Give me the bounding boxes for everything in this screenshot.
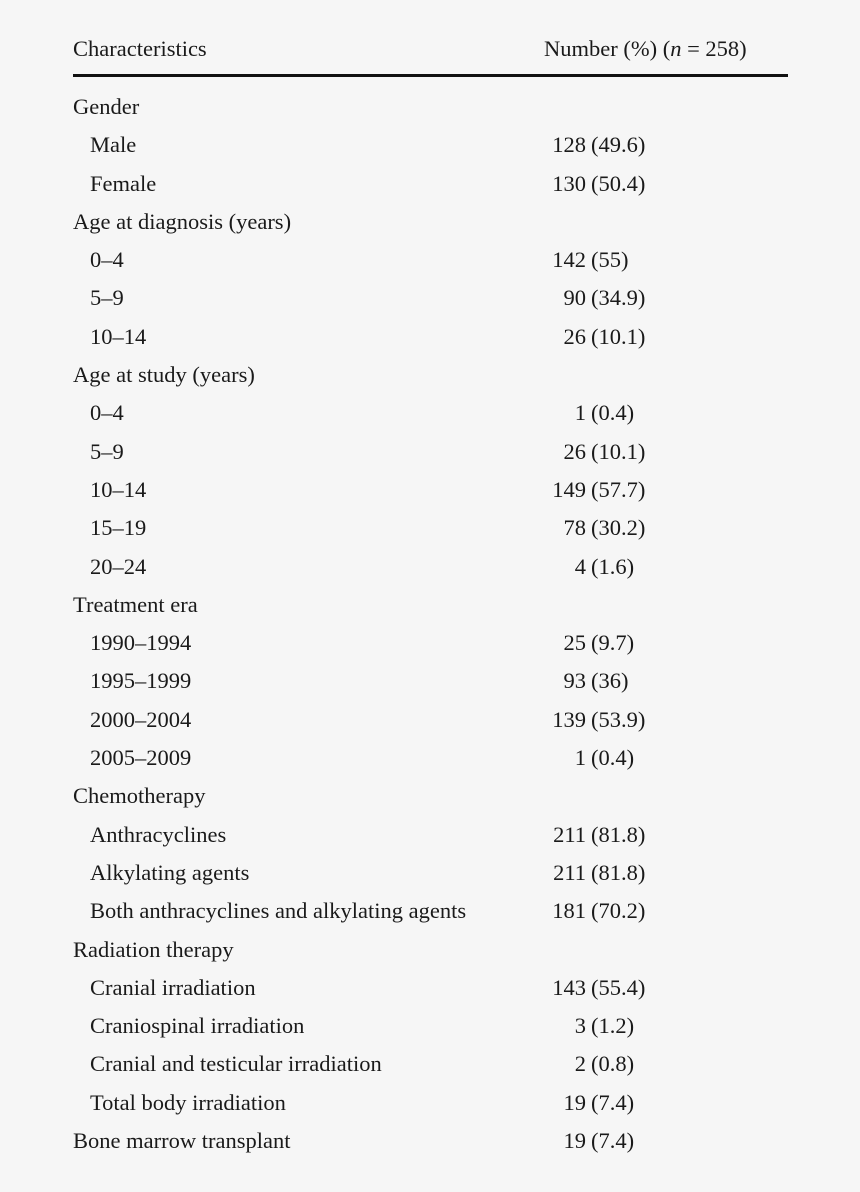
row-count: 181 — [552, 898, 586, 924]
table-row — [73, 165, 788, 203]
row-label: 5–9 — [90, 438, 124, 464]
row-label: Anthracyclines — [90, 821, 227, 847]
row-percent: (30.2) — [591, 515, 646, 541]
row-count: 139 — [552, 706, 586, 732]
row-count: 211 — [553, 821, 586, 847]
table-group-row — [73, 88, 788, 126]
table-body — [73, 88, 788, 1160]
table-group-row — [73, 1122, 788, 1160]
row-percent: (50.4) — [591, 170, 646, 196]
row-label: Gender — [73, 94, 140, 119]
header-rule — [73, 74, 788, 77]
row-percent: (57.7) — [591, 476, 646, 502]
header-number-prefix: Number (%) ( — [544, 36, 671, 61]
table-row — [73, 279, 788, 317]
row-label: Radiation therapy — [73, 936, 234, 962]
row-label: Cranial and testicular irradiation — [90, 1051, 382, 1077]
row-count: 90 — [563, 285, 586, 311]
row-label: 2005–2009 — [90, 745, 192, 771]
row-count: 2 — [574, 1051, 586, 1077]
row-percent: (9.7) — [591, 630, 635, 656]
row-percent: (81.8) — [591, 859, 646, 885]
row-percent: (1.2) — [591, 1013, 635, 1039]
table-row — [73, 241, 788, 279]
table-row — [73, 662, 788, 700]
row-percent: (0.8) — [591, 1051, 635, 1077]
row-percent: (0.4) — [591, 745, 635, 771]
row-count: 4 — [574, 553, 586, 579]
table-row — [73, 433, 788, 471]
row-label: 0–4 — [90, 400, 124, 426]
row-count: 1 — [574, 400, 586, 426]
table-group-row — [73, 931, 788, 969]
row-count: 211 — [553, 859, 586, 885]
header-number-suffix: = 258) — [681, 36, 747, 61]
row-percent: (7.4) — [591, 1128, 635, 1154]
row-label: Female — [90, 170, 157, 196]
table-group-row — [73, 586, 788, 624]
row-percent: (1.6) — [591, 553, 635, 579]
table-header — [73, 28, 788, 72]
row-count: 1 — [574, 745, 586, 771]
table-row — [73, 1084, 788, 1122]
row-label: Age at study (years) — [73, 362, 255, 388]
row-count: 26 — [563, 323, 586, 349]
row-count: 19 — [563, 1089, 586, 1115]
row-count: 143 — [552, 974, 586, 1000]
table-group-row — [73, 356, 788, 394]
row-label: Total body irradiation — [90, 1089, 286, 1115]
row-percent: (53.9) — [591, 706, 646, 732]
table-group-row — [73, 203, 788, 241]
row-percent: (10.1) — [591, 438, 646, 464]
row-percent: (81.8) — [591, 821, 646, 847]
row-label: 1995–1999 — [90, 668, 192, 694]
row-count: 78 — [563, 515, 586, 541]
row-percent: (55.4) — [591, 974, 646, 1000]
table-row — [73, 1007, 788, 1045]
table-row — [73, 739, 788, 777]
table-row — [73, 1045, 788, 1083]
row-label: Craniospinal irradiation — [90, 1013, 305, 1039]
row-label: Alkylating agents — [90, 859, 250, 885]
header-n-symbol: n — [670, 36, 682, 61]
row-percent: (49.6) — [591, 132, 646, 158]
table-group-row — [73, 777, 788, 815]
table-row — [73, 471, 788, 509]
row-count: 128 — [552, 132, 586, 158]
row-count: 149 — [552, 476, 586, 502]
row-label: 2000–2004 — [90, 706, 192, 732]
row-count: 142 — [552, 247, 586, 273]
row-count: 25 — [563, 630, 586, 656]
table-row — [73, 969, 788, 1007]
table-row — [73, 318, 788, 356]
row-label: 5–9 — [90, 285, 124, 311]
row-count: 130 — [552, 170, 586, 196]
row-percent: (70.2) — [591, 898, 646, 924]
row-percent: (34.9) — [591, 285, 646, 311]
row-label: 15–19 — [90, 515, 147, 541]
row-label: Both anthracyclines and alkylating agents — [90, 898, 467, 924]
row-count: 19 — [563, 1128, 586, 1154]
table-row — [73, 126, 788, 164]
row-label: 0–4 — [90, 247, 124, 273]
row-label: Treatment era — [73, 591, 198, 617]
table-row — [73, 394, 788, 432]
table-row — [73, 892, 788, 930]
row-label: Cranial irradiation — [90, 974, 256, 1000]
table-row — [73, 624, 788, 662]
table-row — [73, 816, 788, 854]
row-label: Chemotherapy — [73, 783, 206, 809]
row-count: 3 — [574, 1013, 586, 1039]
row-label: Male — [90, 132, 137, 158]
row-label: 10–14 — [90, 323, 147, 349]
row-label: 10–14 — [90, 476, 147, 502]
row-label: Age at diagnosis (years) — [73, 208, 292, 234]
table-row — [73, 509, 788, 547]
row-percent: (0.4) — [591, 400, 635, 426]
table-row — [73, 548, 788, 586]
row-percent: (36) — [591, 668, 629, 694]
row-label: Bone marrow transplant — [73, 1128, 291, 1154]
header-number-percent — [544, 36, 747, 62]
row-label: 1990–1994 — [90, 630, 192, 656]
row-count: 93 — [563, 668, 586, 694]
table-row — [73, 701, 788, 739]
row-percent: (7.4) — [591, 1089, 635, 1115]
header-characteristics: Characteristics — [73, 36, 207, 61]
row-percent: (55) — [591, 247, 629, 273]
table-row — [73, 854, 788, 892]
row-percent: (10.1) — [591, 323, 646, 349]
row-count: 26 — [563, 438, 586, 464]
row-label: 20–24 — [90, 553, 147, 579]
